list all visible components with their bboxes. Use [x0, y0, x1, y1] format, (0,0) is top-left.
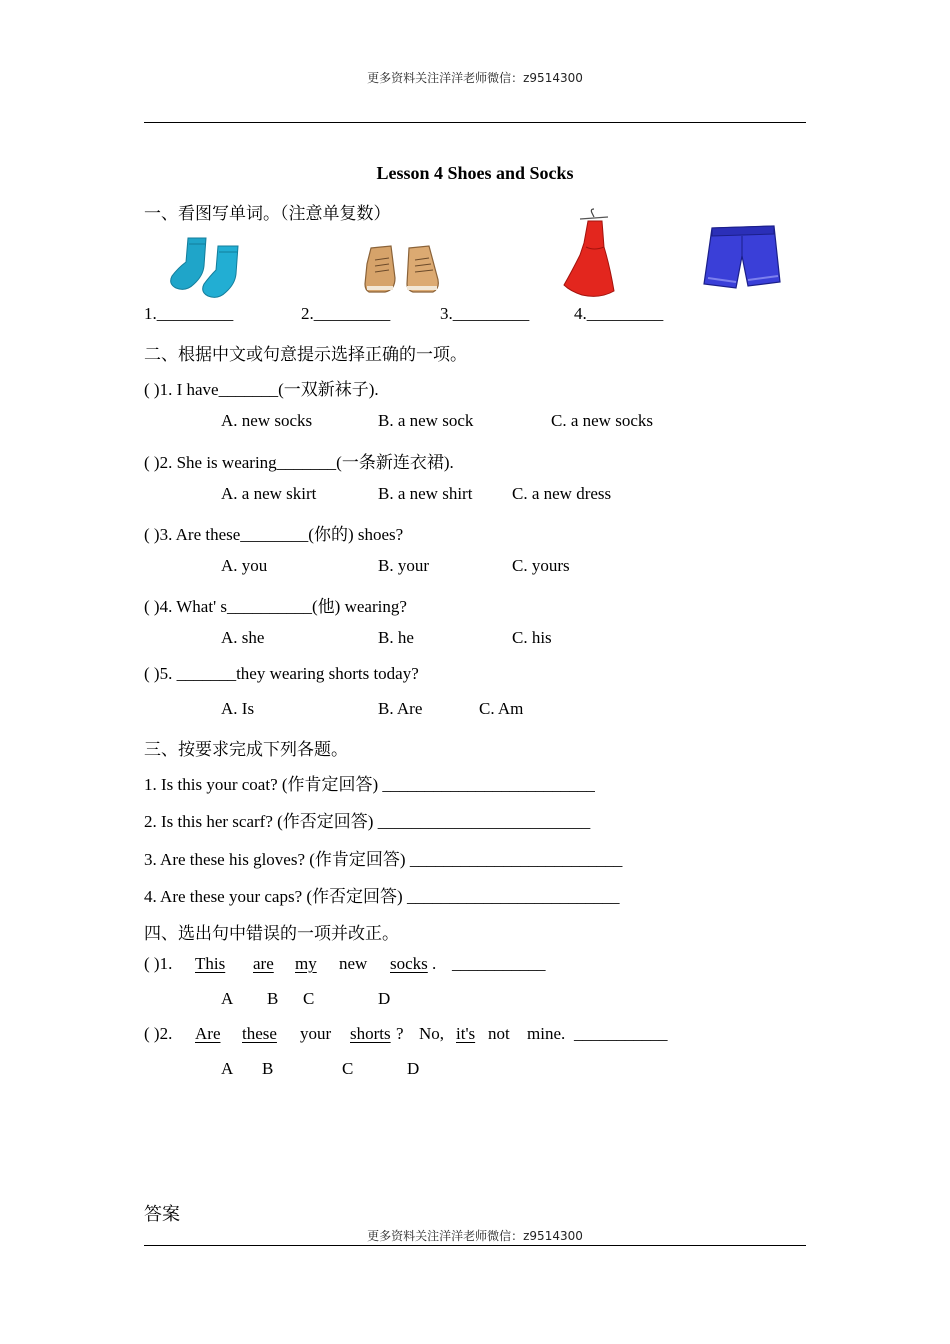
section3-item-4[interactable]: 4. Are these your caps? (作否定回答) _________________________ — [144, 887, 620, 906]
option-b[interactable]: B. Are — [378, 699, 423, 718]
option-a[interactable]: A. she — [221, 628, 265, 647]
q2-letter-b: B — [262, 1059, 274, 1078]
q2-word-a: Are — [195, 1024, 221, 1043]
option-a[interactable]: A. Is — [221, 699, 255, 718]
q2-prefix: ( )2. — [144, 1024, 173, 1043]
q2-word-c: shorts — [350, 1024, 391, 1043]
option-c[interactable]: C. his — [512, 628, 552, 647]
question-stem: ( )5. _______they wearing shorts today? — [144, 664, 419, 683]
option-b[interactable]: B. he — [378, 628, 414, 647]
option-c[interactable]: C. yours — [512, 556, 570, 575]
option-c[interactable]: C. Am — [479, 699, 524, 718]
header-rule — [144, 122, 806, 123]
q1-word-c: my — [295, 954, 317, 973]
q1-prefix: ( )1. — [144, 954, 173, 973]
option-a[interactable]: A. you — [221, 556, 268, 575]
q2-letter-c: C — [342, 1059, 354, 1078]
shorts-icon — [702, 222, 782, 292]
footer-rule — [144, 1245, 806, 1246]
section3-item-3[interactable]: 3. Are these his gloves? (作肯定回答) _________________________ — [144, 850, 623, 869]
q1-letter-c: C — [303, 989, 315, 1008]
socks-icon — [166, 236, 246, 302]
option-c[interactable]: C. a new socks — [551, 411, 653, 430]
question-stem: ( )1. I have_______(一双新袜子). — [144, 380, 379, 399]
option-a[interactable]: A. new socks — [221, 411, 313, 430]
q1-letter-b: B — [267, 989, 279, 1008]
q1-punct: . — [432, 954, 437, 973]
shoes-icon — [363, 238, 443, 298]
q1-word-a: This — [195, 954, 226, 973]
page-title: Lesson 4 Shoes and Socks — [376, 163, 574, 183]
question-stem: ( )3. Are these________(你的) shoes? — [144, 525, 404, 544]
q1-letter-d: D — [378, 989, 391, 1008]
answer-label: 答案 — [144, 1204, 180, 1224]
section4-heading: 四、选出句中错误的一项并改正。 — [144, 924, 399, 943]
dress-icon — [560, 207, 620, 299]
q1-word: new — [339, 954, 368, 973]
q2-letter-d: D — [407, 1059, 420, 1078]
page-footer: 更多资料关注洋洋老师微信：z9514300 — [367, 1229, 583, 1243]
q1-answer-blank[interactable]: ___________ — [452, 954, 546, 973]
question-stem: ( )2. She is wearing_______(一条新连衣裙). — [144, 453, 454, 472]
section1-heading: 一、看图写单词。（注意单复数） — [144, 204, 391, 223]
page-header: 更多资料关注洋洋老师微信：z9514300 — [367, 71, 583, 85]
q1-letter-a: A — [221, 989, 234, 1008]
q2-word: No, — [419, 1024, 445, 1043]
section2-heading: 二、根据中文或句意提示选择正确的一项。 — [144, 345, 467, 364]
q2-punct: ? — [396, 1024, 404, 1043]
section1-blank-3[interactable]: 3._________ — [440, 304, 530, 323]
section1-blank-1[interactable]: 1._________ — [144, 304, 234, 323]
q1-word-b: are — [253, 954, 274, 973]
q2-word: not — [488, 1024, 510, 1043]
section1-blank-2[interactable]: 2._________ — [301, 304, 391, 323]
option-b[interactable]: B. a new shirt — [378, 484, 473, 503]
q2-word: your — [300, 1024, 332, 1043]
option-c[interactable]: C. a new dress — [512, 484, 612, 503]
question-stem: ( )4. What' s__________(他) wearing? — [144, 597, 407, 616]
option-b[interactable]: B. a new sock — [378, 411, 474, 430]
q2-answer-blank[interactable]: ___________ — [574, 1024, 668, 1043]
option-b[interactable]: B. your — [378, 556, 429, 575]
q2-word-d: it's — [456, 1024, 476, 1043]
option-a[interactable]: A. a new skirt — [221, 484, 317, 503]
q1-word-d: socks — [390, 954, 428, 973]
section3-item-2[interactable]: 2. Is this her scarf? (作否定回答) _________________________ — [144, 812, 591, 831]
q2-word-b: these — [242, 1024, 277, 1043]
section3-item-1[interactable]: 1. Is this your coat? (作肯定回答) _________________________ — [144, 775, 595, 794]
q2-letter-a: A — [221, 1059, 234, 1078]
section1-blank-4[interactable]: 4._________ — [574, 304, 664, 323]
q2-word: mine. — [527, 1024, 566, 1043]
section3-heading: 三、按要求完成下列各题。 — [144, 740, 348, 759]
